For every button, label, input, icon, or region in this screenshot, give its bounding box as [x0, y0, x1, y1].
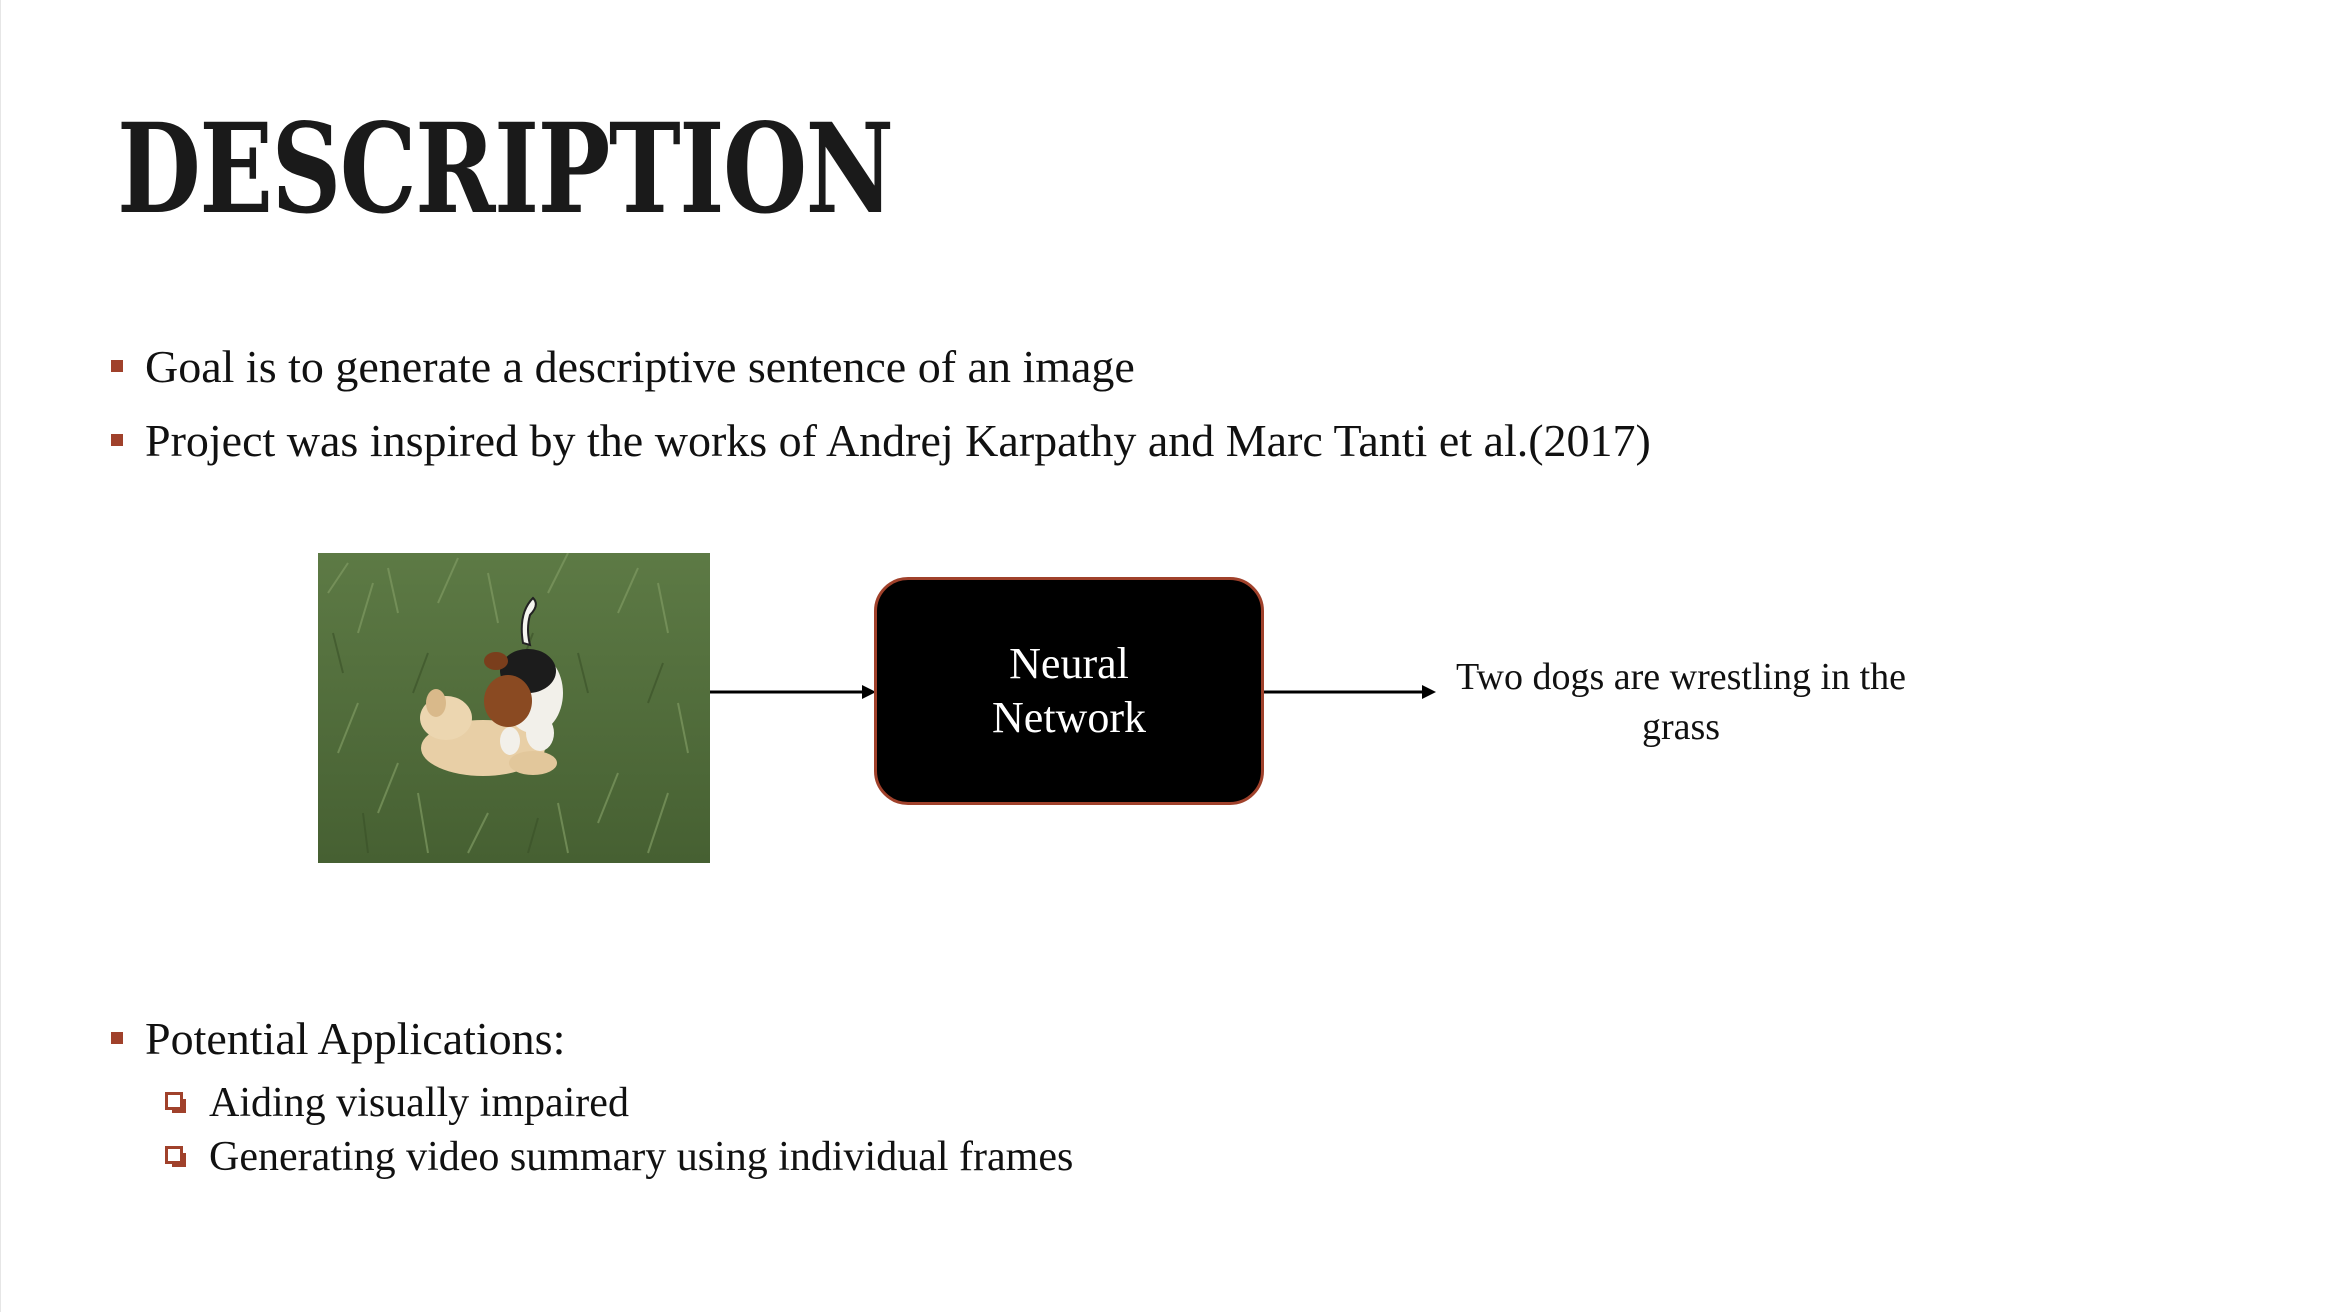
top-bullet-list	[109, 330, 1651, 478]
neural-network-label: Neural Network	[992, 639, 1146, 742]
dog-photo	[318, 553, 710, 863]
hollow-square-bullet-icon	[165, 1092, 183, 1110]
arrow-image-to-network	[710, 682, 876, 702]
square-bullet-icon	[111, 1032, 123, 1044]
application-text: Aiding visually impaired	[209, 1080, 629, 1126]
hollow-square-bullet-icon	[165, 1146, 183, 1164]
applications-heading: Potential Applications:	[145, 1013, 566, 1064]
dogs-wrestling-image	[318, 553, 710, 863]
applications-sublist-wrapper	[109, 1076, 1073, 1184]
generated-caption: Two dogs are wrestling in the grass	[1455, 656, 1907, 748]
bullet-inspiration	[109, 404, 1651, 478]
application-item	[165, 1076, 1073, 1130]
application-item	[165, 1130, 1073, 1184]
slide-title: DESCRIPTION	[117, 97, 893, 242]
arrow-network-to-caption	[1264, 682, 1436, 702]
square-bullet-icon	[111, 434, 123, 446]
bullet-applications	[109, 1002, 1073, 1076]
applications-sublist	[109, 1076, 1073, 1184]
square-bullet-icon	[111, 360, 123, 372]
neural-network-box	[874, 577, 1264, 805]
applications-list	[109, 1002, 1073, 1184]
bullet-text: Project was inspired by the works of Andrej Karpathy and Marc Tanti et al.(2017)	[145, 415, 1651, 466]
application-text: Generating video summary using individual frames	[209, 1134, 1074, 1180]
bullet-goal	[109, 330, 1651, 404]
bullet-text: Goal is to generate a descriptive sentence of an image	[145, 341, 1135, 392]
